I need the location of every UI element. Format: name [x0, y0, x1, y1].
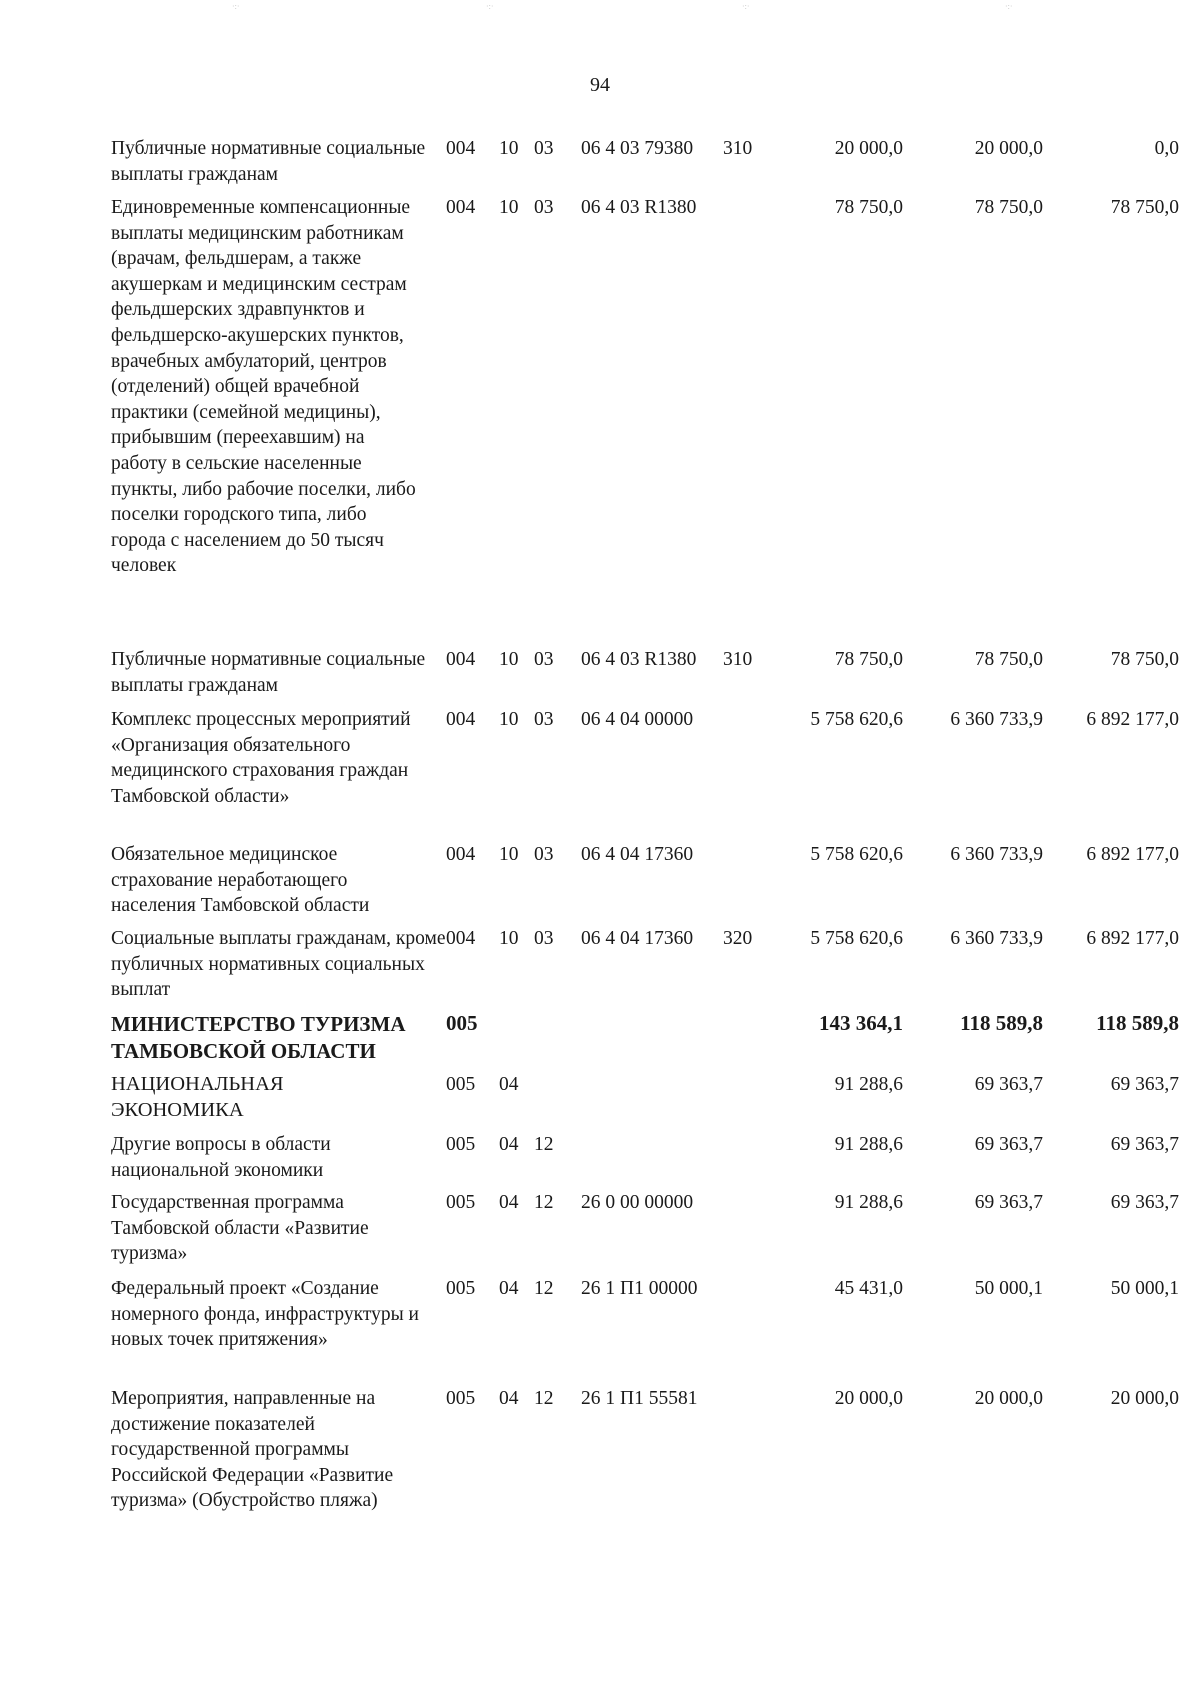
row-name: Обязательное медицинское страхование неработающего населения Тамбовской области	[111, 844, 370, 917]
scan-artifact: ·:·	[232, 2, 240, 11]
scan-artifact: ·:·	[742, 2, 750, 11]
row-section: 10	[499, 649, 519, 670]
row-target-code: 26 0 00 00000	[581, 1192, 694, 1213]
row-value-2: 78 750,0	[974, 197, 1043, 218]
row-value-1: 45 431,0	[834, 1278, 903, 1299]
row-subsection: 03	[534, 844, 554, 865]
row-admin-code: 005	[446, 1192, 476, 1213]
row-expense-type: 310	[723, 138, 753, 159]
row-target-code: 06 4 03 R1380	[581, 649, 697, 670]
row-expense-type: 310	[723, 649, 753, 670]
row-admin-code: 004	[446, 138, 476, 159]
row-target-code: 26 1 П1 55581	[581, 1388, 698, 1409]
row-value-3: 6 892 177,0	[1086, 844, 1179, 865]
row-subsection: 03	[534, 709, 554, 730]
row-value-2: 118 589,8	[960, 1011, 1043, 1035]
row-subsection: 12	[534, 1278, 554, 1299]
row-name: МИНИСТЕРСТВО ТУРИЗМА ТАМБОВСКОЙ ОБЛАСТИ	[111, 1012, 406, 1063]
row-value-1: 143 364,1	[819, 1011, 903, 1035]
row-value-1: 5 758 620,6	[810, 844, 903, 865]
row-section: 04	[499, 1134, 519, 1155]
row-subsection: 12	[534, 1388, 554, 1409]
row-expense-type: 320	[723, 928, 753, 949]
row-value-1: 78 750,0	[834, 649, 903, 670]
row-value-1: 5 758 620,6	[810, 709, 903, 730]
row-name: Государственная программа Тамбовской области «Развитие туризма»	[111, 1192, 369, 1265]
row-target-code: 06 4 04 17360	[581, 928, 694, 949]
row-value-3: 78 750,0	[1110, 649, 1179, 670]
row-value-2: 69 363,7	[974, 1192, 1043, 1213]
row-admin-code: 005	[446, 1074, 476, 1095]
scan-artifact: ·:·	[486, 2, 494, 11]
row-value-3: 78 750,0	[1110, 197, 1179, 218]
row-name: Единовременные компенсационные выплаты медицинским работникам (врачам, фельдшерам, а также акушеркам и медицинским сестрам фельдшерских здравпунктов и фельдшерско-акушерских пунктов, врачебных амбулаторий, центров (отделений) общей врачебной практики (семейной медицины), прибывшим (переехавшим) на работу в сельские населенные пункты, либо рабочие поселки, либо поселки городского типа, либо города с населением до 50 тысяч человек	[111, 197, 416, 577]
row-value-3: 69 363,7	[1110, 1074, 1179, 1095]
row-admin-code: 005	[446, 1134, 476, 1155]
row-section: 10	[499, 138, 519, 159]
row-value-2: 20 000,0	[974, 1388, 1043, 1409]
row-value-3: 69 363,7	[1110, 1192, 1179, 1213]
row-value-1: 91 288,6	[834, 1192, 903, 1213]
row-target-code: 26 1 П1 00000	[581, 1278, 698, 1299]
row-section: 04	[499, 1074, 519, 1095]
row-value-1: 20 000,0	[834, 138, 903, 159]
row-value-1: 78 750,0	[834, 197, 903, 218]
row-name: Публичные нормативные социальные выплаты гражданам	[111, 138, 426, 185]
row-admin-code: 004	[446, 709, 476, 730]
row-name: Федеральный проект «Создание номерного фонда, инфраструктуры и новых точек притяжения»	[111, 1278, 419, 1351]
row-value-3: 0,0	[1154, 138, 1179, 159]
row-value-2: 6 360 733,9	[950, 709, 1043, 730]
row-value-2: 69 363,7	[974, 1134, 1043, 1155]
row-admin-code: 004	[446, 844, 476, 865]
row-value-1: 5 758 620,6	[810, 928, 903, 949]
row-section: 04	[499, 1278, 519, 1299]
row-section: 10	[499, 928, 519, 949]
row-name: Комплекс процессных мероприятий «Организация обязательного медицинского страхования граждан Тамбовской области»	[111, 709, 411, 807]
row-value-2: 78 750,0	[974, 649, 1043, 670]
row-value-2: 69 363,7	[974, 1074, 1043, 1095]
row-value-3: 6 892 177,0	[1086, 709, 1179, 730]
row-subsection: 03	[534, 928, 554, 949]
row-name: НАЦИОНАЛЬНАЯ ЭКОНОМИКА	[111, 1073, 284, 1121]
row-value-3: 50 000,1	[1110, 1278, 1179, 1299]
row-value-1: 91 288,6	[834, 1134, 903, 1155]
row-value-1: 91 288,6	[834, 1074, 903, 1095]
row-section: 10	[499, 844, 519, 865]
row-section: 10	[499, 709, 519, 730]
row-name: Социальные выплаты гражданам, кроме публичных нормативных социальных выплат	[111, 928, 446, 1001]
row-value-2: 50 000,1	[974, 1278, 1043, 1299]
row-section: 04	[499, 1388, 519, 1409]
row-name: Другие вопросы в области национальной экономики	[111, 1134, 331, 1181]
row-value-3: 118 589,8	[1096, 1011, 1179, 1035]
row-name: Мероприятия, направленные на достижение показателей государственной программы Российской Федерации «Развитие туризма» (Обустройство пляжа)	[111, 1388, 394, 1512]
row-admin-code: 004	[446, 649, 476, 670]
row-target-code: 06 4 04 17360	[581, 844, 694, 865]
row-name: Публичные нормативные социальные выплаты гражданам	[111, 649, 426, 696]
row-subsection: 03	[534, 197, 554, 218]
row-subsection: 03	[534, 649, 554, 670]
row-admin-code: 004	[446, 928, 476, 949]
row-subsection: 03	[534, 138, 554, 159]
row-admin-code: 004	[446, 197, 476, 218]
row-value-2: 6 360 733,9	[950, 844, 1043, 865]
row-section: 10	[499, 197, 519, 218]
row-value-1: 20 000,0	[834, 1388, 903, 1409]
row-section: 04	[499, 1192, 519, 1213]
row-target-code: 06 4 03 R1380	[581, 197, 697, 218]
row-value-2: 6 360 733,9	[950, 928, 1043, 949]
row-admin-code: 005	[446, 1388, 476, 1409]
row-target-code: 06 4 04 00000	[581, 709, 694, 730]
page-number: 94	[590, 74, 610, 96]
row-value-3: 6 892 177,0	[1086, 928, 1179, 949]
row-target-code: 06 4 03 79380	[581, 138, 694, 159]
row-subsection: 12	[534, 1134, 554, 1155]
row-value-3: 20 000,0	[1110, 1388, 1179, 1409]
scan-artifact: ·:·	[1005, 2, 1013, 11]
row-subsection: 12	[534, 1192, 554, 1213]
row-admin-code: 005	[446, 1278, 476, 1299]
row-admin-code: 005	[446, 1011, 478, 1035]
row-value-2: 20 000,0	[974, 138, 1043, 159]
row-value-3: 69 363,7	[1110, 1134, 1179, 1155]
